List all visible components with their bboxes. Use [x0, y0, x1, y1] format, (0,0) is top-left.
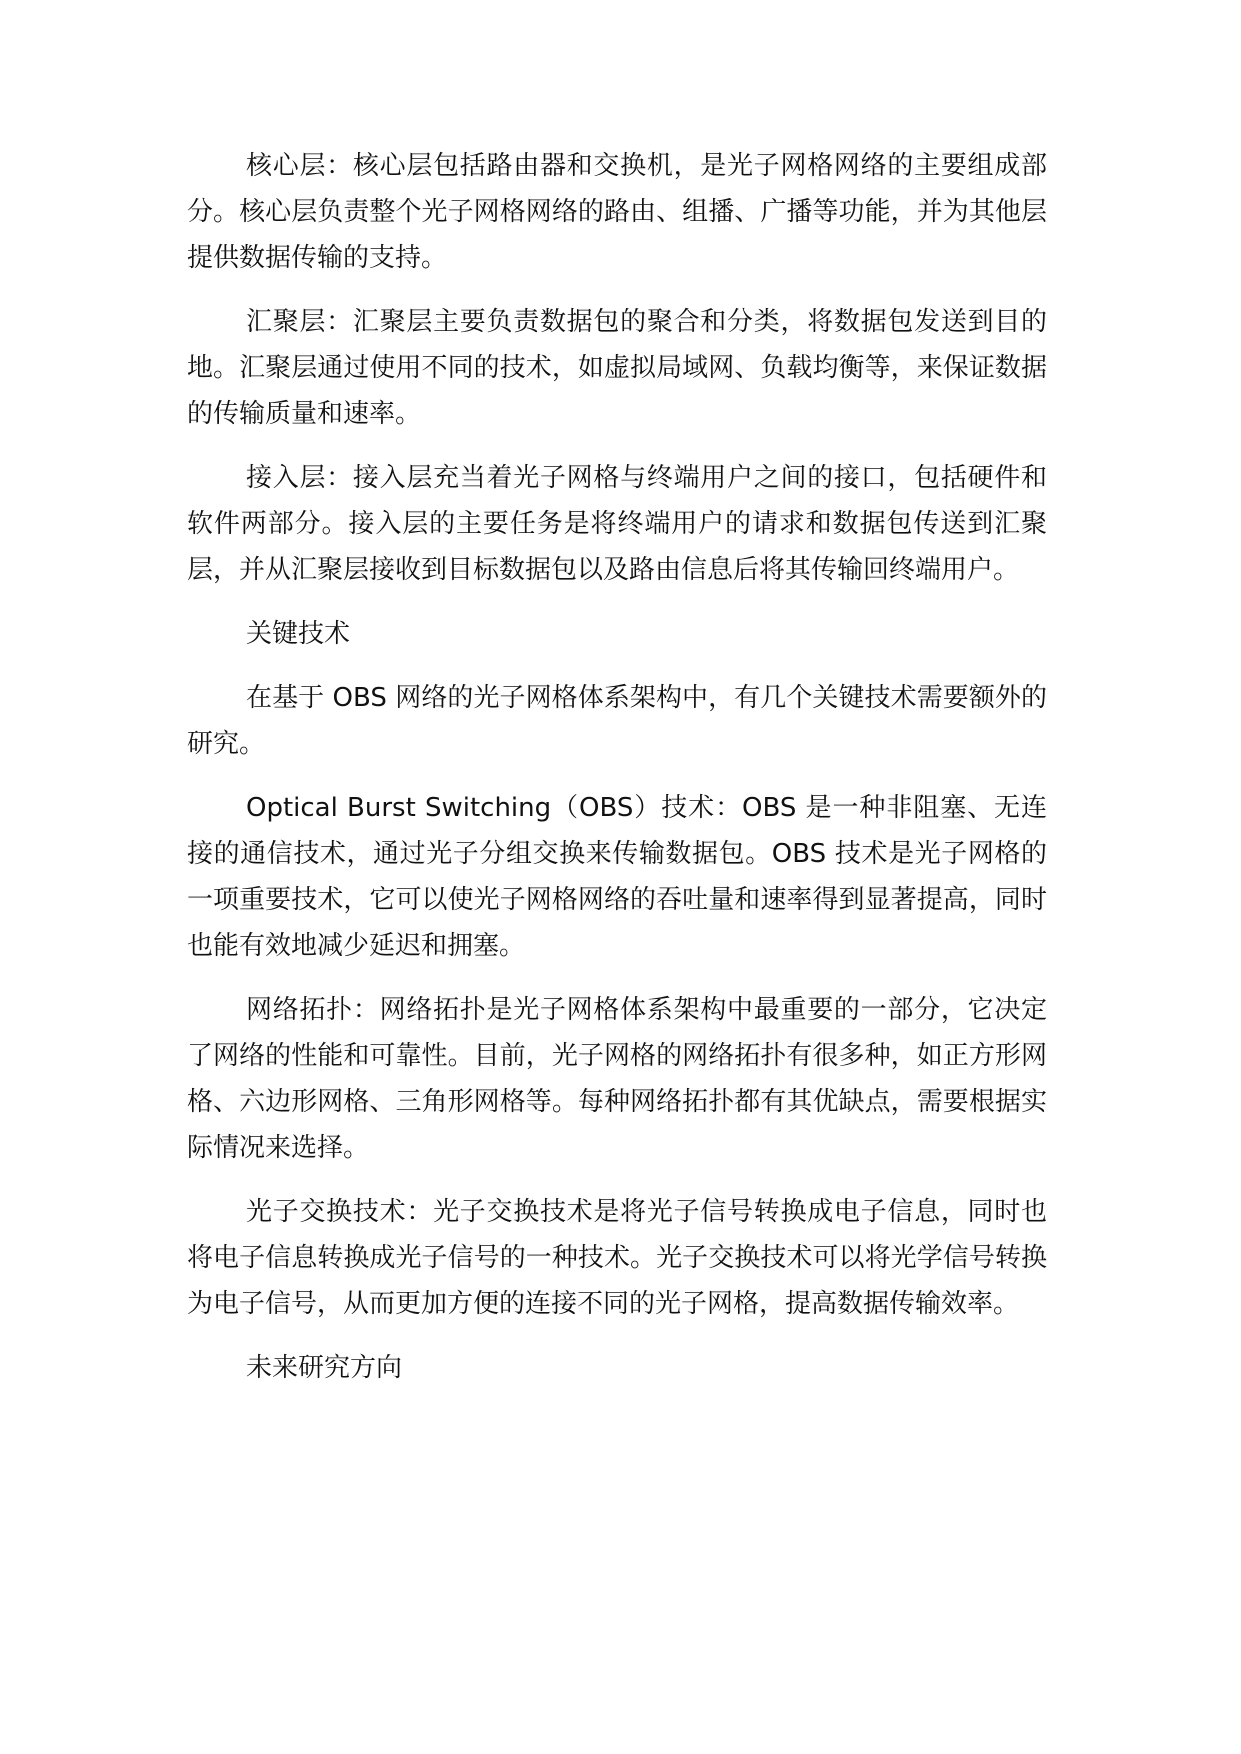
section-heading-future-research: 未来研究方向 [246, 1353, 403, 1383]
paragraph-access-layer: 接入层：接入层充当着光子网格与终端用户之间的接口，包括硬件和软件两部分。接入层的主要任务是将终端用户的请求和数据包传送到汇聚层，并从汇聚层接收到目标数据包以及路由信息后将其传输回终端用户。 [187, 463, 1047, 585]
section-heading-key-technologies: 关键技术 [246, 619, 351, 649]
paragraph-core-layer: 核心层：核心层包括路由器和交换机，是光子网格网络的主要组成部分。核心层负责整个光子网格网络的路由、组播、广播等功能，并为其他层提供数据传输的支持。 [187, 151, 1047, 273]
document-page [187, 143, 1047, 1409]
paragraph-obs-technology: Optical Burst Switching（OBS）技术：OBS 是一种非阻塞、无连接的通信技术，通过光子分组交换来传输数据包。OBS 技术是光子网格的一项重要技术，它可以使光子网格网络的吞吐量和速率得到显著提高，同时也能有效地减少延迟和拥塞。 [187, 793, 1047, 961]
paragraph-network-topology: 网络拓扑：网络拓扑是光子网格体系架构中最重要的一部分，它决定了网络的性能和可靠性。目前，光子网格的网络拓扑有很多种，如正方形网格、六边形网格、三角形网格等。每种网络拓扑都有其优缺点，需要根据实际情况来选择。 [187, 995, 1047, 1163]
paragraph-key-tech-intro: 在基于 OBS 网络的光子网格体系架构中，有几个关键技术需要额外的研究。 [187, 683, 1047, 759]
paragraph-aggregation-layer: 汇聚层：汇聚层主要负责数据包的聚合和分类，将数据包发送到目的地。汇聚层通过使用不同的技术，如虚拟局域网、负载均衡等，来保证数据的传输质量和速率。 [187, 307, 1047, 429]
paragraph-photonic-switching: 光子交换技术：光子交换技术是将光子信号转换成电子信息，同时也将电子信息转换成光子信号的一种技术。光子交换技术可以将光学信号转换为电子信号，从而更加方便的连接不同的光子网格，提高数据传输效率。 [187, 1197, 1047, 1319]
